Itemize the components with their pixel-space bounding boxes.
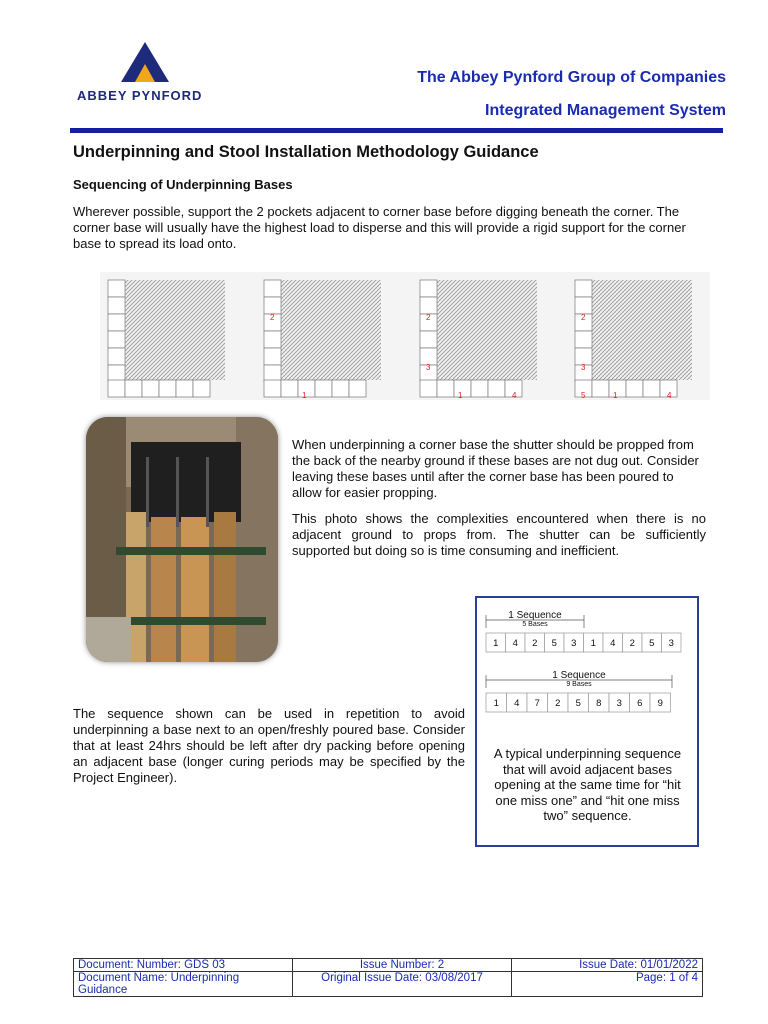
diagram-sequence-label: 4 bbox=[667, 391, 672, 400]
sequence-cell-number: 3 bbox=[616, 698, 622, 709]
sequence-cell-number: 4 bbox=[610, 638, 616, 649]
diagram-sequence-label: 3 bbox=[426, 363, 431, 372]
corner-diagram bbox=[108, 280, 225, 397]
sequence-cell-number: 1 bbox=[493, 638, 499, 649]
document-footer bbox=[73, 958, 703, 997]
header-rule bbox=[70, 128, 723, 133]
sequence-cell-number: 2 bbox=[532, 638, 538, 649]
sequence-cell-number: 4 bbox=[514, 698, 520, 709]
sequence-label: 1 Sequence bbox=[508, 610, 562, 621]
corner-diagram bbox=[575, 280, 692, 400]
diagram-sequence-label: 1 bbox=[458, 391, 463, 400]
footer-issue-date: Issue Date: 01/01/2022 bbox=[512, 959, 703, 972]
sequence-cell-number: 2 bbox=[629, 638, 635, 649]
sequence-cell-number: 6 bbox=[637, 698, 643, 709]
sequence-label: 1 Sequence bbox=[552, 670, 606, 681]
management-system-title: Integrated Management System bbox=[485, 102, 726, 119]
sequence-cell-number: 5 bbox=[551, 638, 557, 649]
sequence-cell-number: 4 bbox=[512, 638, 518, 649]
sequence-cell-number: 1 bbox=[590, 638, 596, 649]
sequence-cell-number: 8 bbox=[596, 698, 602, 709]
sequence-cell-number: 7 bbox=[534, 698, 540, 709]
sequence-sublabel: 9 Bases bbox=[566, 681, 592, 688]
sequence-sublabel: 5 Bases bbox=[522, 621, 548, 628]
corner-sequence-diagrams bbox=[100, 272, 710, 400]
diagram-sequence-label: 2 bbox=[581, 313, 586, 322]
sequence-caption: A typical underpinning sequence that will avoid adjacent bases opening at the same time for “hit one miss one” and “hit one miss two” sequence. bbox=[493, 746, 682, 823]
intro-paragraph: Wherever possible, support the 2 pockets adjacent to corner base before digging beneath the corner. The corner base will usually have the highest load to disperse and this will provide a rigid support for the corner base to spread its load onto. bbox=[73, 204, 686, 251]
sequence-cell-number: 1 bbox=[493, 698, 499, 709]
footer-document-number: Document: Number: GDS 03 bbox=[74, 959, 293, 972]
footer-original-issue-date: Original Issue Date: 03/08/2017 bbox=[293, 972, 512, 997]
sequence-cell-number: 3 bbox=[571, 638, 577, 649]
company-name: The Abbey Pynford Group of Companies bbox=[417, 69, 726, 86]
sequence-cell-number: 3 bbox=[668, 638, 674, 649]
sequence-cell-number: 9 bbox=[657, 698, 663, 709]
diagram-sequence-label: 4 bbox=[512, 391, 517, 400]
diagram-sequence-label: 1 bbox=[613, 391, 618, 400]
page-title: Underpinning and Stool Installation Methodology Guidance bbox=[73, 143, 539, 161]
sequence-cell-number: 5 bbox=[575, 698, 581, 709]
underpinning-shutter-photo bbox=[86, 417, 278, 662]
logo-text: ABBEY PYNFORD bbox=[77, 88, 203, 103]
footer-page-number: Page: 1 of 4 bbox=[512, 972, 703, 997]
diagram-sequence-label: 3 bbox=[581, 363, 586, 372]
diagram-sequence-label: 5 bbox=[581, 391, 586, 400]
sequence-cell-number: 5 bbox=[649, 638, 655, 649]
sequence-cell-number: 2 bbox=[555, 698, 561, 709]
repetition-paragraph: The sequence shown can be used in repetition to avoid underpinning a base next to an open/freshly poured base. Consider that at least 24hrs should be left after dry packing before opening an adjacent base (longer curing periods may be specified by the Project Engineer). bbox=[73, 706, 465, 785]
corner-diagram bbox=[420, 280, 537, 400]
sequence-diagrams bbox=[477, 598, 697, 748]
footer-document-name: Document Name: Underpinning Guidance bbox=[74, 972, 293, 997]
diagram-sequence-label: 1 bbox=[302, 391, 307, 400]
footer-issue-number: Issue Number: 2 bbox=[293, 959, 512, 972]
diagram-sequence-label: 2 bbox=[426, 313, 431, 322]
diagram-sequence-label: 2 bbox=[270, 313, 275, 322]
corner-base-paragraph: When underpinning a corner base the shutter should be propped from the back of the nearby ground if these bases are not dug out. Consider leaving these bases until after the corner base has been poured to allow for easier propping. bbox=[292, 437, 699, 500]
abbey-pynford-logo-icon bbox=[121, 42, 169, 82]
photo-description-paragraph: This photo shows the complexities encountered when there is no adjacent ground to props from. The shutter can be sufficiently supported but doing so is time consuming and inefficient. bbox=[292, 511, 706, 558]
corner-diagram bbox=[264, 280, 381, 400]
section-heading: Sequencing of Underpinning Bases bbox=[73, 177, 293, 192]
